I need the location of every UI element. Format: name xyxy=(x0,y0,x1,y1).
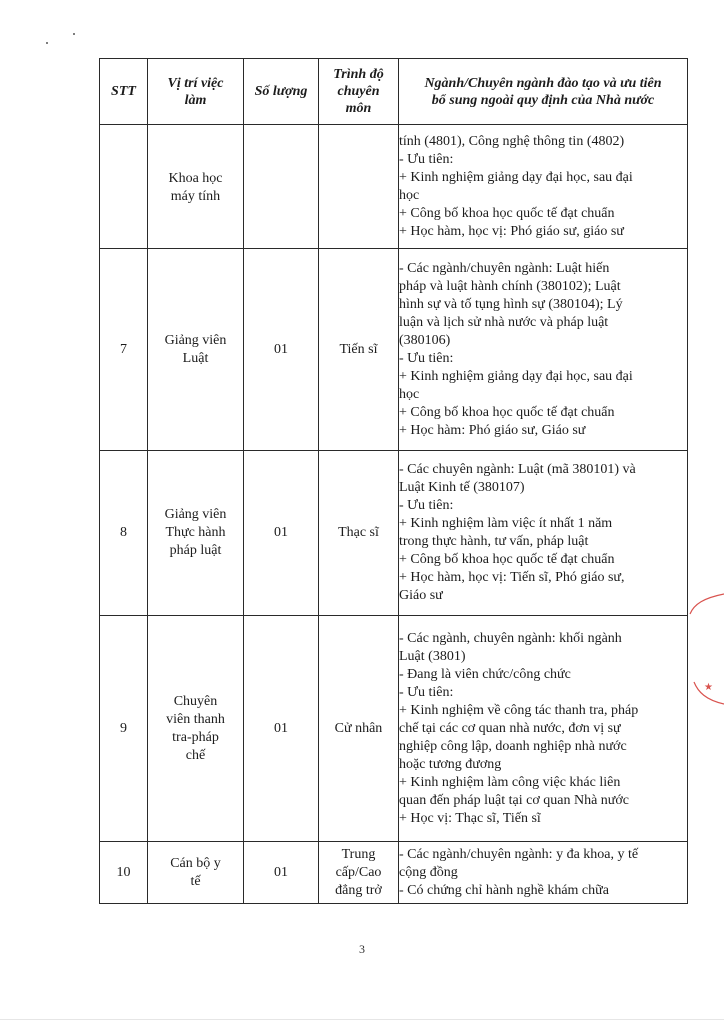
row-qualification: Tiến sĩ xyxy=(319,249,399,451)
row-requirements: - Các ngành, chuyên ngành: khối ngành Luật (3801) - Đang là viên chức/công chức - Ưu tiên: + Kinh nghiệm về công tác thanh tra, pháp chế tại các cơ quan nhà nước, đơn vị sự nghiệp công lập, doanh nghiệp nhà nước hoặc tương đương + Kinh nghiệm làm công việc khác liên quan đến pháp luật tại cơ quan Nhà nước + Học vị: Thạc sĩ, Tiến sĩ xyxy=(399,616,688,842)
row-stt: 9 xyxy=(100,616,148,842)
row-requirements: - Các ngành/chuyên ngành: y đa khoa, y tế cộng đồng - Có chứng chỉ hành nghề khám chữa xyxy=(399,842,688,904)
row-quantity xyxy=(244,125,319,249)
svg-text:★: ★ xyxy=(704,682,713,693)
row-stt: 7 xyxy=(100,249,148,451)
row-quantity: 01 xyxy=(244,249,319,451)
header-quantity: Số lượng xyxy=(244,59,319,125)
row-position: Khoa học máy tính xyxy=(148,125,244,249)
row-quantity: 01 xyxy=(244,616,319,842)
scan-edge xyxy=(0,1019,724,1020)
row-position: Giảng viên Thực hành pháp luật xyxy=(148,451,244,616)
table-row xyxy=(100,842,688,904)
row-requirements: - Các chuyên ngành: Luật (mã 380101) và Luật Kinh tế (380107) - Ưu tiên: + Kinh nghiệm làm việc ít nhất 1 năm trong thực hành, tư vấn, pháp luật + Công bố khoa học quốc tế đạt chuẩn + Học hàm, học vị: Tiến sĩ, Phó giáo sư, Giáo sư xyxy=(399,451,688,616)
red-seal-stamp xyxy=(684,592,724,712)
table-row xyxy=(100,125,688,249)
row-requirements: tính (4801), Công nghệ thông tin (4802) - Ưu tiên: + Kinh nghiệm giảng dạy đại học, sau đại học + Công bố khoa học quốc tế đạt chuẩn + Học hàm, học vị: Phó giáo sư, giáo sư xyxy=(399,125,688,249)
table-header-row xyxy=(100,59,688,125)
row-qualification: Thạc sĩ xyxy=(319,451,399,616)
page-number: 3 xyxy=(359,942,365,956)
speck xyxy=(73,33,75,35)
row-stt: 10 xyxy=(100,842,148,904)
table-row xyxy=(100,616,688,842)
row-quantity: 01 xyxy=(244,842,319,904)
header-qualification: Trình độ chuyên môn xyxy=(319,59,399,125)
row-position: Chuyên viên thanh tra-pháp chế xyxy=(148,616,244,842)
seal-ring-icon xyxy=(684,592,724,712)
row-quantity: 01 xyxy=(244,451,319,616)
row-qualification: Trung cấp/Cao đẳng trở xyxy=(319,842,399,904)
row-position: Giảng viên Luật xyxy=(148,249,244,451)
table-row xyxy=(100,249,688,451)
speck xyxy=(46,42,48,44)
row-stt: 8 xyxy=(100,451,148,616)
row-qualification: Cử nhân xyxy=(319,616,399,842)
header-position: Vị trí việc làm xyxy=(148,59,244,125)
table-row xyxy=(100,451,688,616)
recruitment-table xyxy=(99,58,688,904)
header-major: Ngành/Chuyên ngành đào tạo và ưu tiên bổ sung ngoài quy định của Nhà nước xyxy=(399,59,688,125)
row-stt xyxy=(100,125,148,249)
row-requirements: - Các ngành/chuyên ngành: Luật hiến pháp và luật hành chính (380102); Luật hình sự và tố tụng hình sự (380104); Lý luận và lịch sử nhà nước và pháp luật (380106) - Ưu tiên: + Kinh nghiệm giảng dạy đại học, sau đại học + Công bố khoa học quốc tế đạt chuẩn + Học hàm: Phó giáo sư, Giáo sư xyxy=(399,249,688,451)
header-stt: STT xyxy=(100,59,148,125)
row-qualification xyxy=(319,125,399,249)
row-position: Cán bộ y tế xyxy=(148,842,244,904)
